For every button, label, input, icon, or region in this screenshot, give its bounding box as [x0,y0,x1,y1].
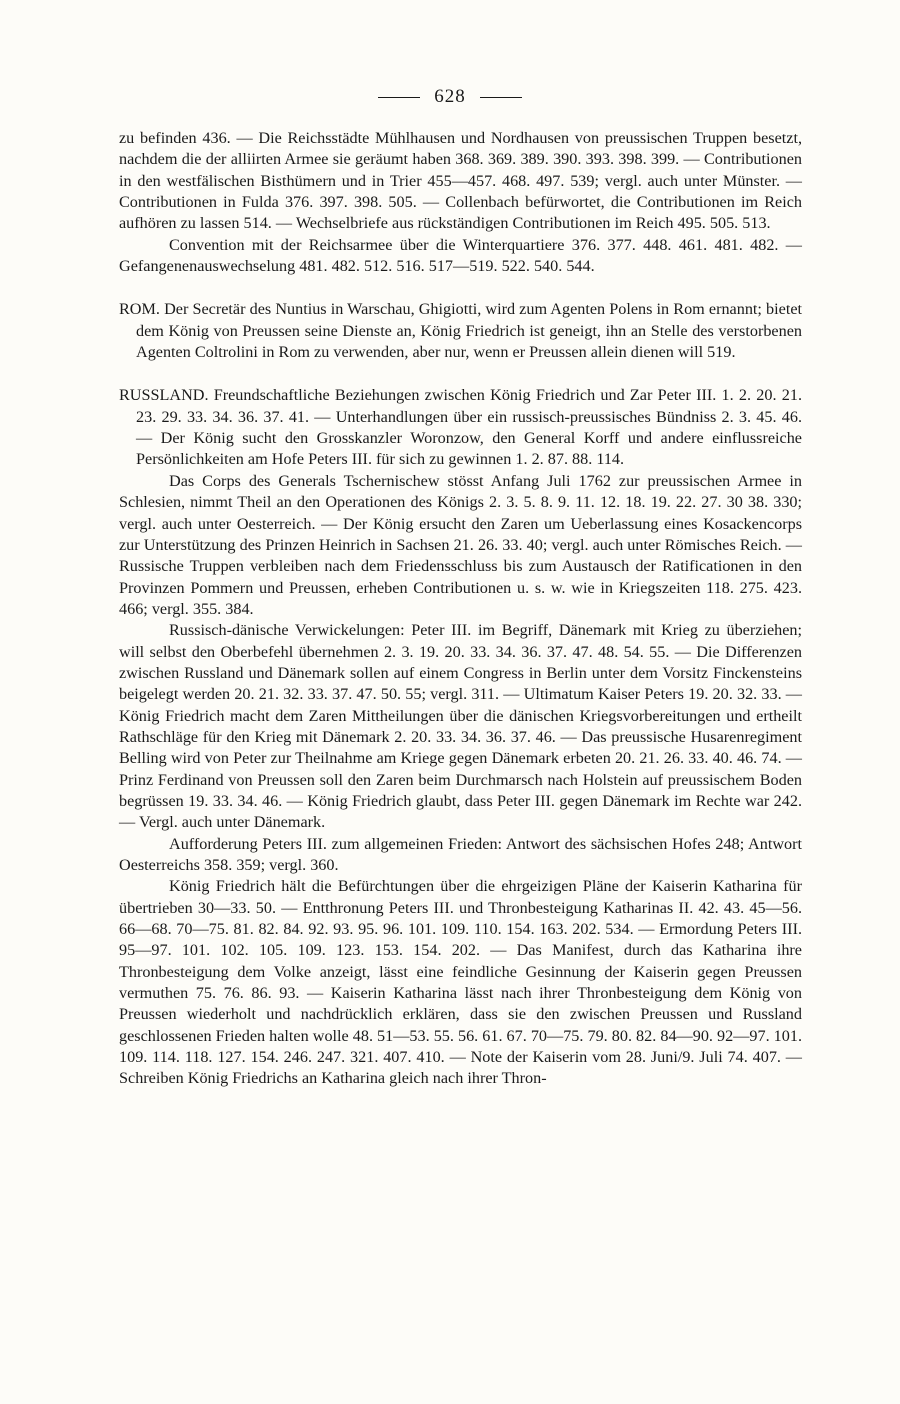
page-number-text: 628 [434,86,466,107]
page-number [0,86,900,108]
continuation-paragraph: Convention mit der Reichsarmee über die Winterquartiere 376. 377. 448. 461. 481. 482. — Gefangenenauswechselung 481. 482. 512. 516. 517—519. 522. 540. 544. [119,235,802,276]
entry-paragraph: Das Corps des Generals Tschernischew stösst Anfang Juli 1762 zur preussischen Armee in Schlesien, nimmt Theil an den Operationen des Königs 2. 3. 5. 8. 9. 11. 12. 18. 19. 22. 27. 30 38. 330; vergl. auch unter Oesterreich. — Der König ersucht den Zaren um Ueberlassung eines Kosackencorps zur Unterstützung des Prinzen Heinrich in Sachsen 21. 26. 33. 40; vergl. auch unter Römisches Reich. — Russische Truppen verbleiben nach dem Friedensschluss bis zum Austausch der Ratificationen in den Provinzen Pommern und Preussen, erheben Contributionen u. s. w. wie in Kriegszeiten 118. 275. 423. 466; vergl. 355. 384. [119,471,802,618]
continuation-paragraph: zu befinden 436. — Die Reichsstädte Mühlhausen und Nordhausen von preussischen Truppen besetzt, nachdem die der alliirten Armee sie geräumt haben 368. 369. 389. 390. 393. 398. 399. — Contributionen in den westfälischen Bisthümern und in Trier 455—457. 468. 497. 539; vergl. auch unter Münster. — Contributionen in Fulda 376. 397. 398. 505. — Collenbach befürwortet, die Contributionen im Reich aufhören zu lassen 514. — Wechselbriefe aus rückständigen Contributionen im Reich 495. 505. 513. [119,129,802,233]
folio-dash-left [378,97,420,98]
entry-paragraph: Russisch-dänische Verwickelungen: Peter III. im Begriff, Dänemark mit Krieg zu überziehen; will selbst den Oberbefehl übernehmen 2. 3. 19. 20. 33. 34. 36. 37. 47. 48. 54. 55. — Die Differenzen zwischen Russland und Dänemark sollen auf einem Congress in Berlin unter dem Vorsitz Finckensteins beigelegt werden 20. 21. 32. 33. 37. 47. 50. 55; vergl. 311. — Ultimatum Kaiser Peters 19. 20. 32. 33. — König Friedrich macht dem Zaren Mittheilungen über die dänischen Kriegsvorbereitungen und ertheilt Rathschläge für den Krieg mit Dänemark 2. 20. 33. 34. 36. 37. 46. — Das preussische Husarenregiment Belling wird von Peter zur Theilnahme am Kriege gegen Dänemark erbeten 20. 21. 26. 33. 40. 46. 74. — Prinz Ferdinand von Preussen soll den Zaren beim Durchmarsch nach Holstein auf preussischem Boden begrüssen 19. 33. 34. 46. — König Friedrich glaubt, dass Peter III. gegen Dänemark im Rechte war 242. — Vergl. auch unter Dänemark. [119,621,802,832]
entry-heading: ROM. [119,300,160,319]
entry-paragraph: Aufforderung Peters III. zum allgemeinen Frieden: Antwort des sächsischen Hofes 248; Antwort Oesterreichs 358. 359; vergl. 360. [119,834,802,874]
entry-heading: RUSSLAND. [119,386,209,405]
entry-text: Der Secretär des Nuntius in Warschau, Ghigiotti, wird zum Agenten Polens in Rom ernannt; bietet dem König von Preussen seine Dienste an, König Friedrich ist geneigt, ihn an Stelle des verstorbenen Agenten Coltrolini in Rom zu verwenden, aber nur, wenn er Preussen allein dienen will 519. [136,300,803,362]
index-text [119,128,802,1090]
folio-dash-right [480,97,522,98]
entry-paragraph [119,385,802,470]
entry-paragraph: König Friedrich hält die Befürchtungen über die ehrgeizigen Pläne der Kaiserin Katharina für übertrieben 30—33. 50. — Entthronung Peters III. und Thronbesteigung Katharinas II. 42. 43. 45—56. 66—68. 70—75. 81. 82. 84. 92. 93. 95. 96. 101. 109. 110. 154. 163. 202. 534. — Ermordung Peters III. 95—97. 101. 102. 105. 109. 123. 153. 154. 202. — Das Manifest, durch das Katharina ihre Thronbesteigung dem Volke anzeigt, lässt eine feindliche Gesinnung der Kaiserin gegen Preussen vermuthen 75. 76. 86. 93. — Kaiserin Katharina lässt nach ihrer Thronbesteigung dem König von Preussen wiederholt und nachdrücklich erklären, dass sie den zwischen Preussen und Russland geschlossenen Frieden halten wolle 48. 51—53. 55. 56. 61. 67. 70—75. 79. 80. 82. 84—90. 92—97. 101. 109. 114. 118. 127. 154. 246. 247. 321. 407. 410. — Note der Kaiserin vom 28. Juni/9. Juli 74. 407. — Schreiben König Friedrichs an Katharina gleich nach ihrer Thron- [119,877,802,1088]
index-entry-russland [119,385,802,1089]
index-entry-rom [119,299,802,363]
entry-text: Freundschaftliche Beziehungen zwischen König Friedrich und Zar Peter III. 1. 2. 20. 21. 23. 29. 33. 34. 36. 37. 41. — Unterhandlungen über ein russisch-preussisches Bündniss 2. 3. 45. 46. — Der König sucht den Grosskanzler Woronzow, den General Korff und andere einflussreiche Persönlichkeiten am Hofe Peters III. für sich zu gewinnen 1. 2. 87. 88. 114. [136,386,802,469]
entry-paragraph [119,299,802,363]
